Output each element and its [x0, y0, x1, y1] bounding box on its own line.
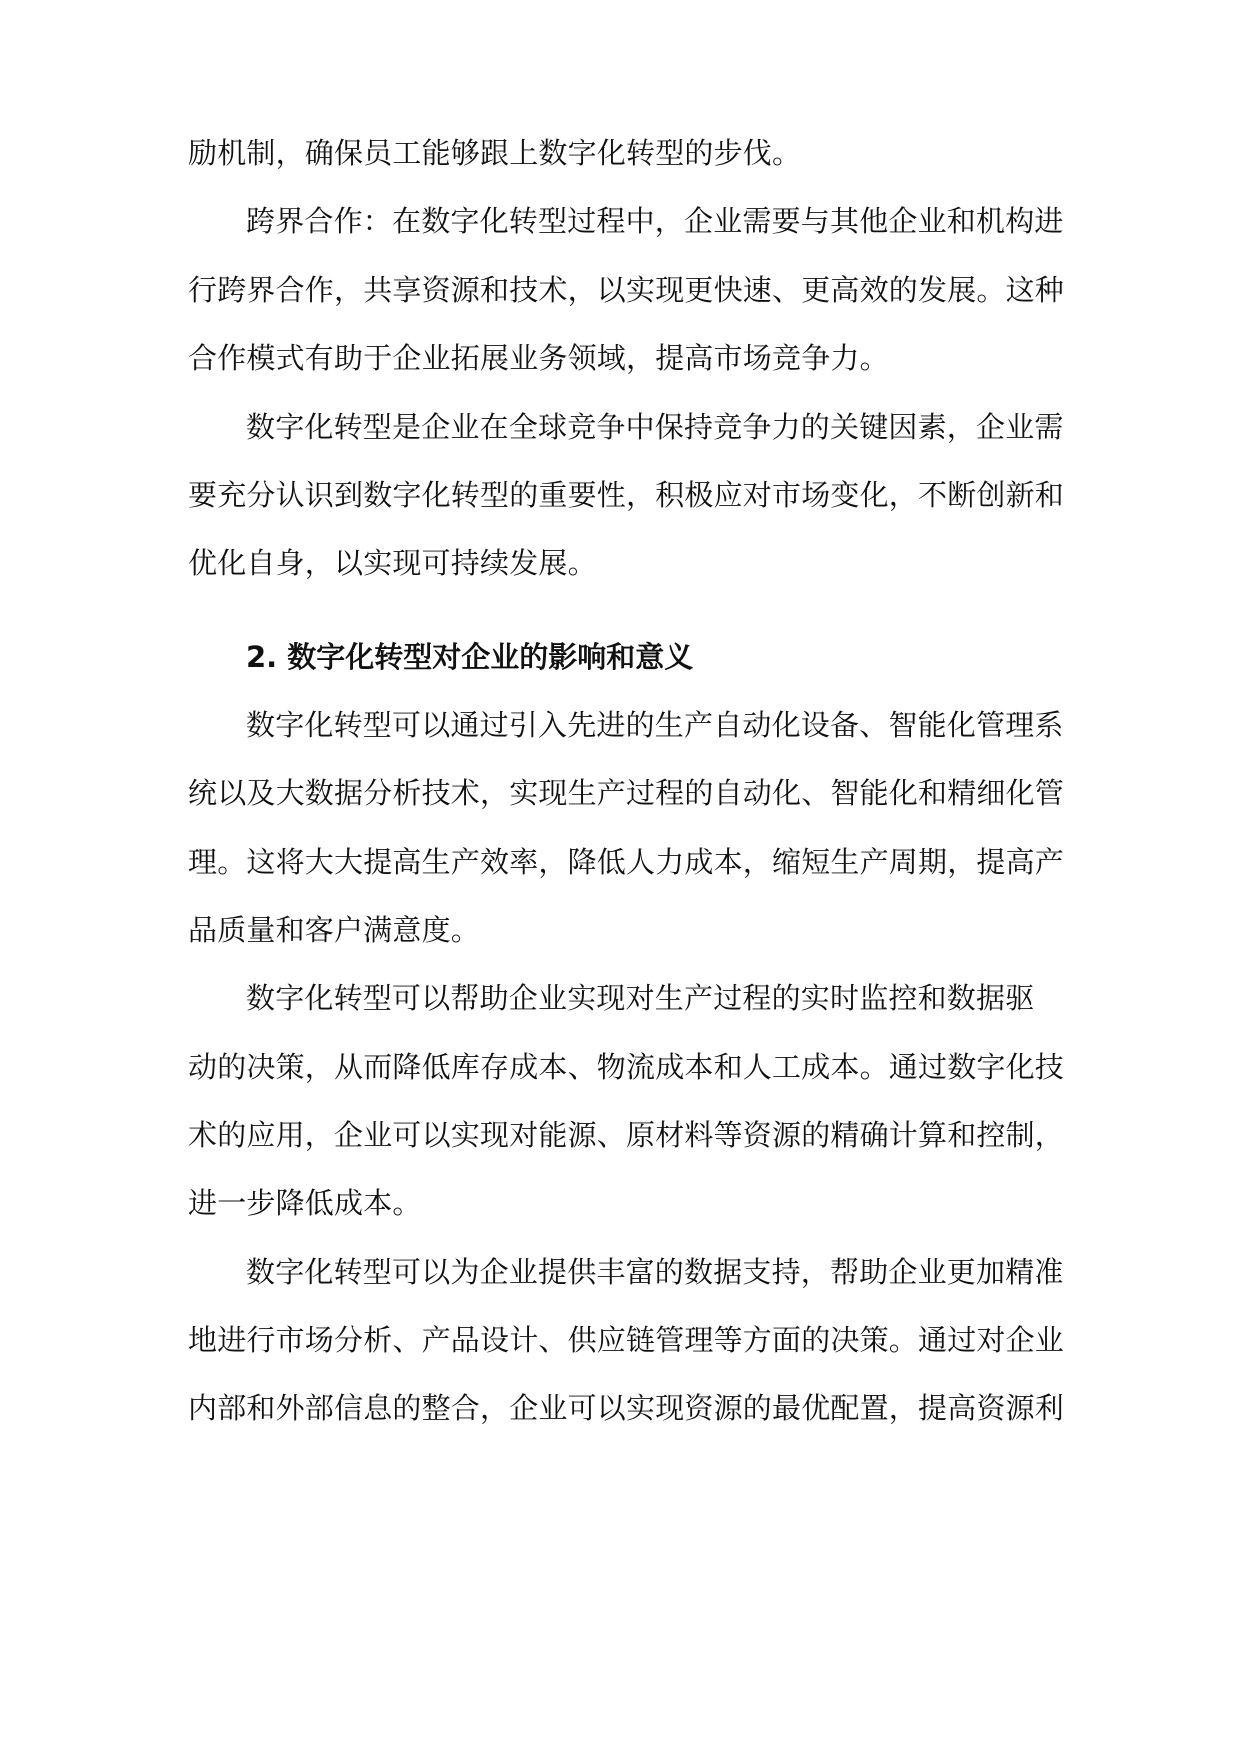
paragraph-line: 进一步降低成本。 [188, 1186, 422, 1220]
paragraph-line: 数字化转型可以为企业提供丰富的数据支持，帮助企业更加精准 [246, 1255, 1064, 1289]
paragraph-line: 跨界合作：在数字化转型过程中，企业需要与其他企业和机构进 [246, 204, 1064, 238]
paragraph-line: 动的决策，从而降低库存成本、物流成本和人工成本。通过数字化技 [188, 1050, 1065, 1084]
paragraph-line: 理。这将大大提高生产效率，降低人力成本，缩短生产周期，提高产 [188, 845, 1065, 879]
paragraph-line: 数字化转型是企业在全球竞争中保持竞争力的关键因素，企业需 [246, 410, 1064, 444]
section-heading: 2. 数字化转型对企业的影响和意义 [246, 640, 694, 674]
paragraph-line: 品质量和客户满意度。 [188, 913, 481, 947]
paragraph-line: 合作模式有助于企业拓展业务领域，提高市场竞争力。 [188, 341, 889, 375]
paragraph-line: 术的应用，企业可以实现对能源、原材料等资源的精确计算和控制， [188, 1118, 1065, 1152]
paragraph-line: 数字化转型可以帮助企业实现对生产过程的实时监控和数据驱 [246, 981, 1035, 1015]
paragraph-line: 统以及大数据分析技术，实现生产过程的自动化、智能化和精细化管 [188, 776, 1065, 810]
paragraph-line: 数字化转型可以通过引入先进的生产自动化设备、智能化管理系 [246, 708, 1064, 742]
paragraph-line: 内部和外部信息的整合，企业可以实现资源的最优配置，提高资源利 [188, 1391, 1065, 1425]
paragraph-line: 地进行市场分析、产品设计、供应链管理等方面的决策。通过对企业 [188, 1323, 1065, 1357]
paragraph-line: 行跨界合作，共享资源和技术，以实现更快速、更高效的发展。这种 [188, 273, 1065, 307]
paragraph-line: 优化自身，以实现可持续发展。 [188, 546, 597, 580]
paragraph-line: 励机制，确保员工能够跟上数字化转型的步伐。 [188, 136, 802, 170]
paragraph-line: 要充分认识到数字化转型的重要性，积极应对市场变化，不断创新和 [188, 478, 1065, 512]
